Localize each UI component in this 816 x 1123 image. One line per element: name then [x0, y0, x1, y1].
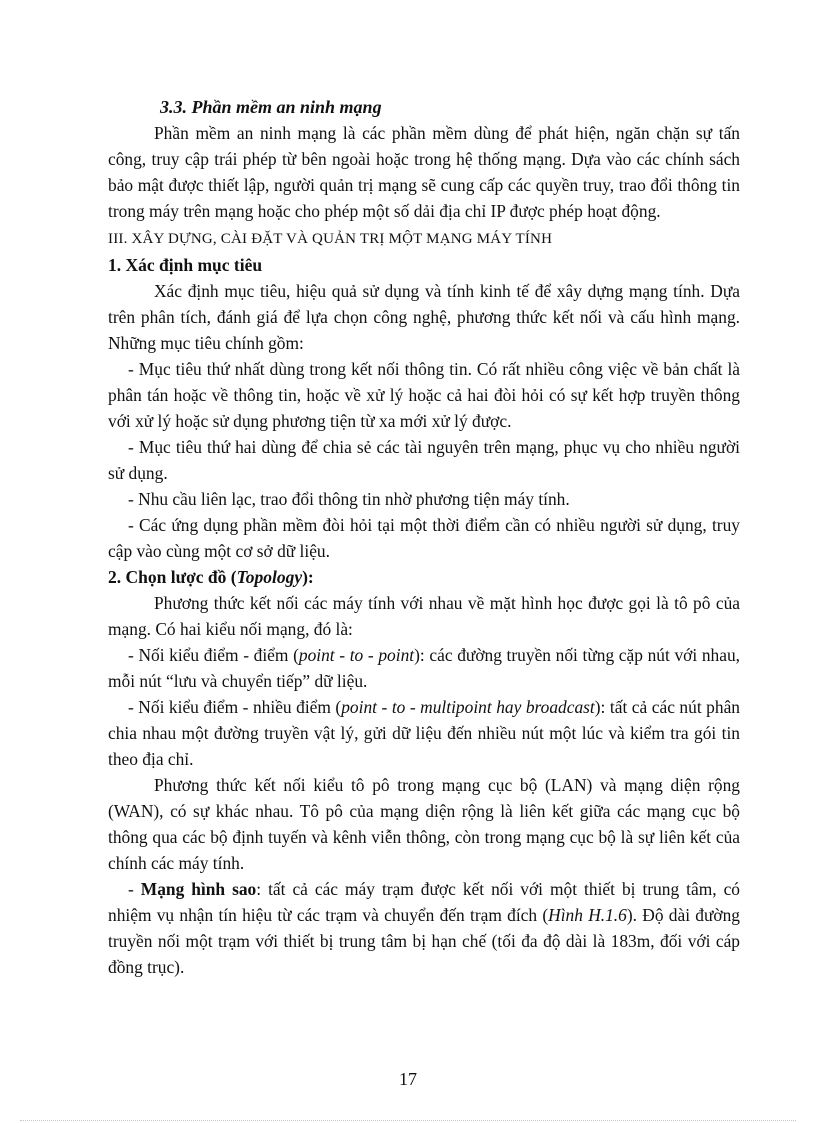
p1-term: point - to - point: [298, 645, 415, 665]
star-network-paragraph: [108, 876, 740, 980]
page-content: [108, 94, 740, 980]
section-3-3-heading: 3.3. Phần mềm an ninh mạng: [160, 97, 382, 117]
section-1-intro: Xác định mục tiêu, hiệu quả sử dụng và tính kinh tế để xây dựng mạng tính. Dựa trên phân tích, đánh giá để lựa chọn công nghệ, phương thức kết nối và cấu hình mạng. Những mục tiêu chính gồm:: [108, 281, 740, 353]
section-2-heading-c: ):: [302, 567, 314, 587]
section-1-heading: 1. Xác định mục tiêu: [108, 255, 263, 275]
section-3-3-paragraph: Phần mềm an ninh mạng là các phần mềm dùng để phát hiện, ngăn chặn sự tấn công, truy cập trái phép từ bên ngoài hoặc trong hệ thống mạng. Dựa vào các chính sách bảo mật được thiết lập, người quản trị mạng sẽ cung cấp các quyền truy, trao đổi thông tin trong máy trên mạng hoặc cho phép một số dải địa chỉ IP được phép hoạt động.: [108, 123, 740, 221]
goal-bullet-3: - Nhu cầu liên lạc, trao đổi thông tin nhờ phương tiện máy tính.: [128, 489, 570, 509]
p4-a: -: [128, 879, 141, 899]
p2-c: ): tất cả các nút phân chia nhau một đường truyền vật lý, gửi dữ liệu đến nhiều nút một lúc và kiểm tra gói tin theo địa chỉ.: [108, 697, 740, 769]
point-to-point-paragraph: [108, 642, 740, 694]
lan-wan-paragraph: Phương thức kết nối kiểu tô pô trong mạng cục bộ (LAN) và mạng diện rộng (WAN), có sự khác nhau. Tô pô của mạng diện rộng là liên kết giữa các mạng cục bộ thông qua các bộ định tuyến và kênh viễn thông, còn trong mạng cục bộ là sự liên kết của chính các máy tính.: [108, 775, 740, 873]
p4-figure-ref: Hình H.1.6: [548, 905, 627, 925]
section-2-heading: [108, 564, 740, 590]
goal-bullet-1: - Mục tiêu thứ nhất dùng trong kết nối thông tin. Có rất nhiều công việc về bản chất là phân tán hoặc về thông tin, hoặc về xử lý hoặc cả hai đòi hỏi có sự kết hợp truyền thông với xử lý hoặc sử dụng phương tiện từ xa mới xử lý được.: [108, 359, 740, 431]
p2-a: - Nối kiểu điểm - nhiều điểm (: [128, 697, 342, 717]
p4-term: Mạng hình sao: [140, 879, 257, 899]
footer-divider: [20, 1120, 796, 1121]
p1-a: - Nối kiểu điểm - điểm (: [128, 645, 299, 665]
section-2-intro: Phương thức kết nối các máy tính với nhau về mặt hình học được gọi là tô pô của mạng. Có hai kiểu nối mạng, đó là:: [108, 593, 740, 639]
p4-e: ). Độ dài đường truyền nối một trạm với thiết bị trung tâm bị hạn chế (tối đa độ dài là 183m, đối với cáp đồng trục).: [108, 905, 741, 977]
part-iii-heading: III. XÂY DỰNG, CÀI ĐẶT VÀ QUẢN TRỊ MỘT MẠNG MÁY TÍNH: [108, 231, 553, 247]
p2-term: point - to - multipoint hay broadcast: [341, 697, 595, 717]
section-2-heading-a: 2. Chọn lược đồ (: [108, 567, 237, 587]
page-number: 17: [399, 1069, 417, 1089]
goal-bullet-2: - Mục tiêu thứ hai dùng để chia sẻ các tài nguyên trên mạng, phục vụ cho nhiều người sử dụng.: [108, 437, 740, 483]
p4-c: : tất cả các máy trạm được kết nối với một thiết bị trung tâm, có nhiệm vụ nhận tín hiệu từ các trạm và chuyển đến trạm đích (: [108, 879, 740, 925]
multipoint-paragraph: [108, 694, 740, 772]
goal-bullet-4: - Các ứng dụng phần mềm đòi hỏi tại một thời điểm cần có nhiều người sử dụng, truy cập vào cùng một cơ sở dữ liệu.: [108, 515, 740, 561]
p1-c: ): các đường truyền nối từng cặp nút với nhau, mỗi nút “lưu và chuyển tiếp” dữ liệu.: [108, 645, 741, 691]
section-2-heading-topology: Topology: [236, 567, 303, 587]
